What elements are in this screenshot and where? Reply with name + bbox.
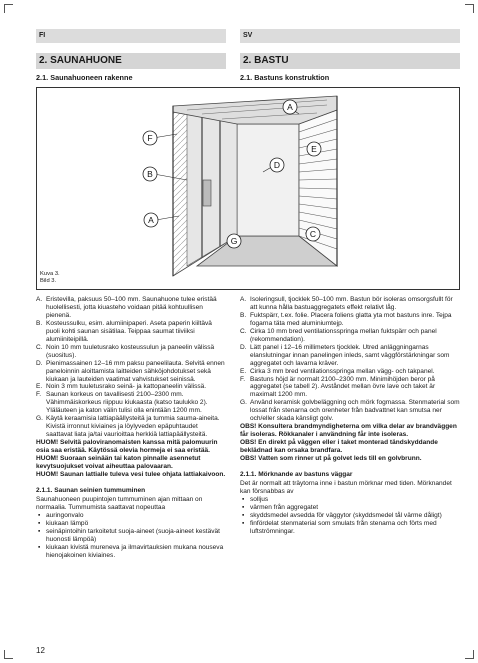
list-item: A. Eristevilla, paksuus 50–100 mm. Saunahuone tulee eristää huolellisesti, jotta kiuasteho voidaan pitää kohtuullisen pienenä. — [36, 296, 217, 319]
list-item: B. Kosteussulku, esim. alumiinipaperi. Aseta paperin kiiltävä puoli kohti saunan sisätilaa. Teippaa saumat tiiviiksi alumiiniteipillä. — [36, 319, 212, 343]
list-item: C. Noin 10 mm tuuletusrako kosteussulun ja paneelin välissä (suositus). — [36, 343, 215, 359]
list-item: D. Lätt panel i 12–16 millimeters tjocklek. Utred anläggningarnas elanslutningar innan panelingen inleds, samt väggförstärkningar som aggregatet och lavarna kräver. — [240, 343, 450, 367]
warning-fi-3: HUOM! Saunan lattialle tuleva vesi tulee ohjata lattiakaivoon. — [36, 470, 226, 478]
subheading-fi: 2.1. Saunahuoneen rakenne — [36, 73, 133, 82]
back-wall — [237, 124, 299, 236]
crop-mark-top-right — [465, 4, 474, 13]
list-item: C. Cirka 10 mm bred ventilationsspringa mellan fuktspärr och panel (rekommendation). — [240, 327, 437, 343]
bullet-item: ▪ finfördelat stenmaterial som smulats från stenarna och förts med luftströmningar. — [240, 520, 460, 536]
figure-caption — [40, 271, 60, 285]
subsection-text-fi: Saunahuoneen puupintojen tummuminen ajan mittaan on normaalia. Tummumista saattavat nopeuttaa — [36, 495, 203, 511]
callout-g: G — [230, 236, 238, 246]
warning-fi-1: HUOM! Selvitä paloviranomaisten kanssa mitä palomuurin osia saa eristää. Käytössä olevia hormeja ei saa eristää. — [36, 439, 218, 455]
list-item: E. Noin 3 mm tuuletusrako seinä- ja kattopaneelin välissä. — [36, 383, 207, 391]
list-item: F. Saunan korkeus on tavallisesti 2100–2300 mm. Vähimmäiskorkeus riippuu kiukaasta (katso taulukko 2). Yläläuteen ja katon välin tulisi olla enintään 1200 mm. — [36, 391, 208, 415]
page-number: 12 — [36, 646, 45, 655]
section-heading-fi: 2. SAUNAHUONE — [36, 53, 226, 69]
bullet-item: ▪ värmen från aggregatet — [240, 504, 460, 512]
list-item: B. Fuktspärr, t.ex. folie. Placera foliens glatta yta mot bastuns inre. Tejpa fogarna täta med aluminiumtejp. — [240, 311, 452, 327]
subsection-text-sv: Det är normalt att träytorna inne i bastun mörknar med tiden. Mörknandet kan försnabbas av — [240, 479, 452, 495]
subsection-title-sv: 2.1.1. Mörknande av bastuns väggar — [240, 471, 353, 479]
list-item: E. Cirka 3 mm bred ventilationsspringa mellan vägg- och takpanel. — [240, 367, 435, 375]
subsection-title-fi: 2.1.1. Saunan seinien tummuminen — [36, 486, 146, 494]
bullet-item: ▪ skyddsmedel avsedda för väggytor (skyddsmedel tål värme dåligt) — [240, 512, 460, 520]
callout-a-top: A — [287, 102, 293, 112]
warning-sv-2: OBS! En direkt på väggen eller i taket monterad tändskyddande beklädnad kan orsaka brandfara. — [240, 439, 438, 455]
sauna-structure-figure — [36, 87, 460, 290]
column-sv — [240, 296, 460, 536]
warning-sv-1: OBS! Konsultera brandmyndigheterna om vilka delar av brandväggen får isoleras. Rökkanaler i användning får inte isoleras. — [240, 423, 457, 439]
list-item: D. Pienimassainen 12–16 mm paksu paneelilauta. Selvitä ennen paneloinnin aloittamista laitteiden sähköjohdotukset sekä kiukaan ja lauteiden vaatimat vahvistukset seinissä. — [36, 359, 225, 383]
crop-mark-top-left — [4, 4, 13, 13]
bullet-item: ▪ auringonvalo — [36, 512, 226, 520]
callout-e: E — [311, 144, 317, 154]
figure-caption-fi: Kuva 3. — [40, 271, 60, 277]
list-item: F. Bastuns höjd är normalt 2100–2300 mm. Minimihöjden beror på aggregatet (se tabell 2). Avståndet mellan övre lave och taket är maximalt 1200 mm. — [240, 375, 436, 399]
warning-fi-2: HUOM! Suoraan seinään tai katon pinnalle asennetut kevytsuojukset voivat aiheuttaa palovaaran. — [36, 455, 201, 471]
bullet-item: ▪ seinäpintoihin tarkoitetut suoja-aineet (suoja-aineet kestävät huonosti lämpöä) — [36, 528, 226, 544]
figure-caption-sv: Bild 3. — [40, 278, 57, 284]
callout-f: F — [147, 133, 153, 143]
language-tab-fi: FI — [36, 29, 226, 43]
crop-mark-bottom-right — [465, 650, 474, 659]
sauna-cutaway-drawing — [37, 88, 459, 289]
list-item: A. Isoleringsull, tjocklek 50–100 mm. Bastun bör isoleras omsorgsfullt för att kunna hålla bastuaggregatets effekt relativt låg. — [240, 296, 453, 311]
warning-sv-3: OBS! Vatten som rinner ut på golvet leds till en golvbrunn. — [240, 455, 422, 463]
list-item: G. Käytä keraamisia lattiapäällysteitä ja tummia sauma-aineita. Kivistä irronnut kiviaines ja löylyveden epäpuhtaudet saattavat liata ja/tai vaurioittaa herkkiä lattiapäällysteitä. — [36, 415, 220, 439]
subheading-sv: 2.1. Bastuns konstruktion — [240, 73, 330, 82]
bullet-item: ▪ kiukaan kivistä mureneva ja ilmavirtauksien mukana nouseva hienojakoinen kiviaines. — [36, 544, 226, 560]
crop-mark-bottom-left — [4, 650, 13, 659]
foil-roll — [203, 180, 211, 206]
callout-b: B — [147, 169, 153, 179]
callout-a-left: A — [148, 215, 154, 225]
language-tab-sv: SV — [240, 29, 460, 43]
section-heading-sv: 2. BASTU — [240, 53, 460, 69]
callout-c: C — [309, 229, 317, 239]
language-bar — [36, 0, 460, 46]
bullet-item: ▪ solljus — [240, 496, 460, 504]
callout-d: D — [273, 160, 281, 170]
column-fi — [36, 296, 226, 560]
bullet-item: ▪ kiukaan lämpö — [36, 520, 226, 528]
list-item: G. Använd keramisk golvbeläggning och mörk fogmassa. Stenmaterial som lossat från stenarna och orenheter från badvattnet kan smutsa ner och/eller skada känsligt golv. — [240, 399, 460, 423]
